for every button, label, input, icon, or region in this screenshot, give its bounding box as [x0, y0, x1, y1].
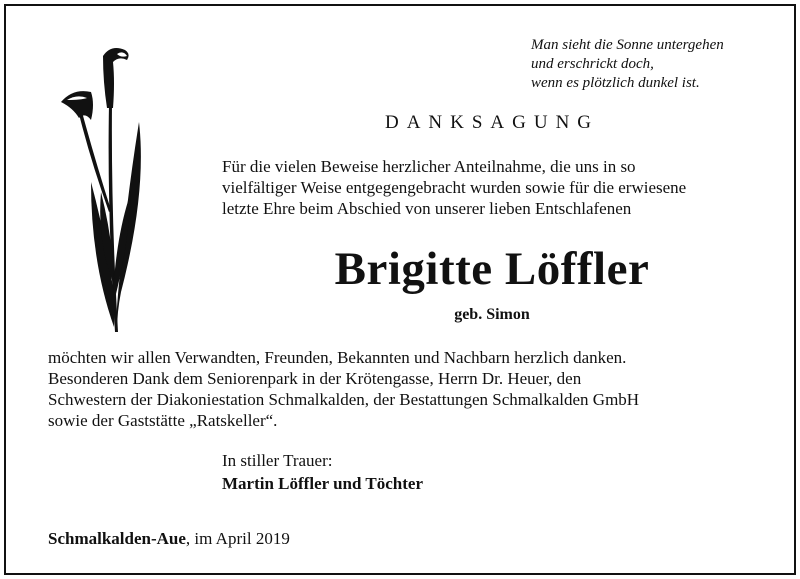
intro-line: letzte Ehre beim Abschied von unserer lieben Entschlafenen: [222, 199, 632, 218]
mourning-label: In stiller Trauer:: [222, 451, 333, 470]
heading: DANKSAGUNG: [384, 112, 600, 133]
intro-text: [222, 156, 782, 219]
calla-lily-icon: [51, 42, 151, 334]
poem-line: wenn es plötzlich dunkel ist.: [531, 75, 700, 91]
maiden-name: geb. Simon: [454, 306, 530, 323]
date-text: , im April 2019: [185, 529, 290, 548]
obituary-notice: [4, 4, 796, 575]
thanks-line: sowie der Gaststätte „Ratskeller“.: [48, 411, 278, 430]
signature: Martin Löffler und Töchter: [222, 474, 423, 493]
place-date: [48, 529, 548, 549]
intro-line: vielfältiger Weise entgegengebracht wurden sowie für die erwiesene: [222, 178, 687, 197]
thanks-text: [48, 347, 788, 431]
mourning-block: [222, 449, 622, 495]
thanks-line: Schwestern der Diakoniestation Schmalkalden, der Bestattungen Schmalkalden GmbH: [48, 390, 640, 409]
poem-line: Man sieht die Sonne untergehen: [531, 37, 724, 53]
thanks-line: Besonderen Dank dem Seniorenpark in der Krötengasse, Herrn Dr. Heuer, den: [48, 369, 582, 388]
deceased-name: Brigitte Löffler: [334, 243, 650, 295]
place-name: Schmalkalden-Aue: [48, 529, 186, 548]
poem-line: und erschrickt doch,: [531, 56, 654, 72]
thanks-line: möchten wir allen Verwandten, Freunden, Bekannten und Nachbarn herzlich danken.: [48, 348, 627, 367]
intro-line: Für die vielen Beweise herzlicher Anteilnahme, die uns in so: [222, 157, 636, 176]
poem: [531, 36, 791, 93]
